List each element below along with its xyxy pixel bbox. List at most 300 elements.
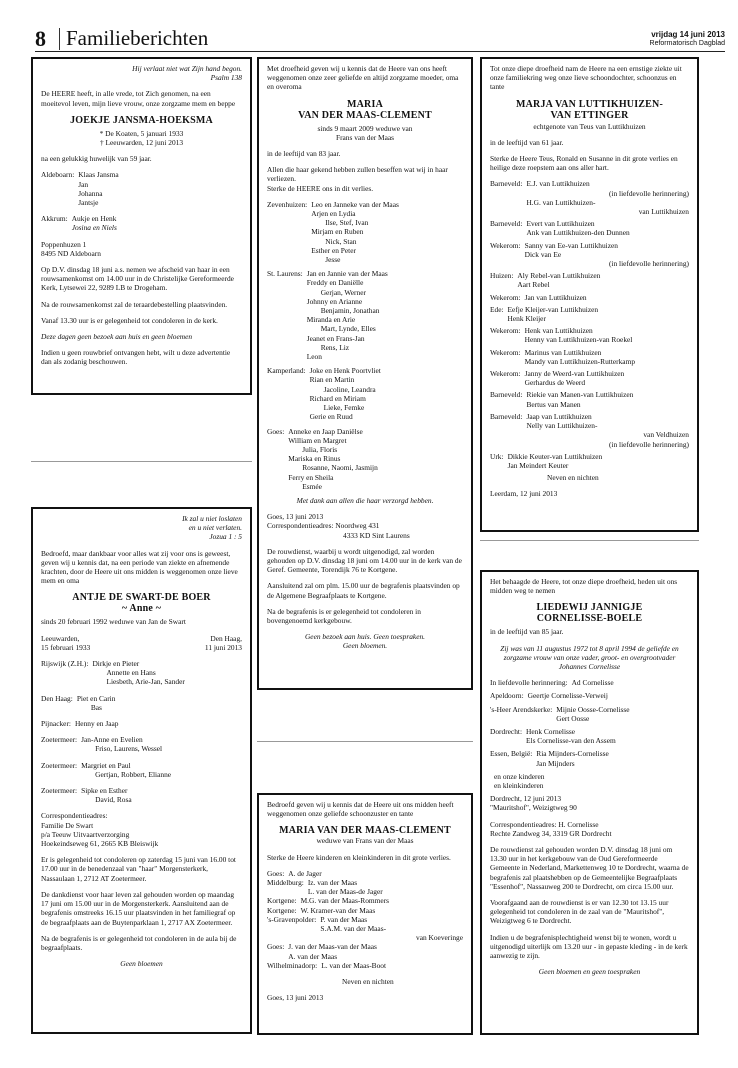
family-member: Mariska en Rinus [288, 454, 341, 464]
family-names [556, 705, 689, 723]
age-line: in de leeftijd van 83 jaar. [267, 149, 341, 159]
family-place: Barneveld: [490, 390, 523, 400]
family-names [525, 326, 689, 344]
place-date: Goes, 13 juni 2013 [267, 512, 324, 522]
family-member: Mirjam en Ruben [311, 227, 364, 237]
family-names [311, 200, 463, 264]
family-place: Pijnacker: [41, 719, 71, 729]
family-names [525, 293, 689, 302]
family-names [525, 369, 689, 387]
family-member: E.J. van Luttikhuizen [526, 179, 590, 189]
family-member: Gert Oosse [556, 713, 590, 723]
service-text: De dankdienst voor haar leven zal gehouden worden op maandag 17 juni om 15.00 uur in de Morgensterkerk. Aansluitend aan de begrafenis omstreeks 16.15 uur plaatsvinden in het familiegraf op de begraafplaats aan de Buytenparklaan 1, 2717 AX Zoetermeer. [41, 889, 236, 927]
family-list [490, 678, 689, 790]
family-member: Sanny van Ee-van Luttikhuizen [524, 240, 618, 250]
family-place: Wilhelminadorp: [267, 960, 318, 970]
family-place: Wekerom: [490, 326, 521, 336]
death-notice-van-der-maas-2 [257, 793, 473, 1035]
family-member: Annette en Hans [106, 668, 156, 678]
family-member: Henny van Luttikhuizen-van Roekel [524, 335, 633, 345]
intro-text: De HEERE heeft, in alle vrede, tot Zich genomen, na een moeitevol leven, mijn lieve vrouw, onze zorgzame mem en beppe [41, 89, 236, 108]
family-member: Dikkie Keuter-van Luttikhuizen [507, 451, 603, 461]
family-member: (in liefdevolle herinnering) [608, 439, 689, 449]
family-place: Huizen: [490, 271, 514, 281]
header-rule [35, 51, 725, 52]
intro-text: Het behaagde de Heere, tot onze diepe droefheid, heden uit ons midden weg te nemen [490, 577, 678, 596]
family-names [301, 906, 463, 915]
family-member: Riekie van Manen-van Luttikhuizen [526, 390, 634, 400]
family-member: Ank van Luttikhuizen-den Dunnen [526, 228, 630, 238]
family-names [572, 678, 689, 687]
family-place: Apeldoorn: [490, 691, 524, 701]
family-place: Zoetermeer: [41, 786, 78, 796]
family-names [310, 366, 463, 421]
family-group [267, 878, 463, 896]
family-place: Kamperland: [267, 366, 306, 376]
burial-text: Na de rouwsamenkomst zal de teraardebestelling plaatsvinden. [41, 299, 228, 309]
correspondence-label: Correspondentieadres: [41, 811, 108, 821]
family-member: Ilse, Stef, Ivan [325, 218, 369, 228]
age-line: in de leeftijd van 85 jaar. [490, 627, 564, 637]
birth-line: * De Koaten, 5 januari 1933 [99, 128, 184, 138]
death-notice-jansma [31, 57, 252, 395]
deceased-name: JOEKJE JANSMA-HOEKSMA [70, 114, 213, 126]
family-member: Richard en Miriam [309, 393, 366, 403]
death-notice-van-luttikhuizen [480, 57, 699, 532]
family-names [308, 878, 463, 896]
family-member: Gerie en Ruud [309, 412, 353, 422]
family-place: Rijswijk (Z.H.): [41, 659, 89, 669]
nephews-line: Neven en nichten [547, 473, 599, 483]
marriage-text: Zij was van 11 augustus 1972 tot 8 april 1994 de geliefde en zorgzame vrouw van onze vader, groot- en overgrootvader Johannes Cornelisse [500, 643, 679, 672]
family-group [490, 452, 689, 470]
family-group [267, 961, 463, 970]
family-member: Jan-Anne en Evelien [81, 735, 143, 745]
family-group [490, 705, 689, 723]
family-member: Henk van Luttikhuizen [524, 326, 593, 336]
family-member: Jan en Jannie van der Maas [306, 269, 388, 279]
family-names [78, 170, 242, 207]
deceased-name: MARJA VAN LUTTIKHUIZEN- [515, 98, 664, 110]
family-place: Wekerom: [490, 292, 521, 302]
strength-text: Sterke de Heere Teus, Ronald en Susanne in dit grote verlies en heilige deze roepstem aan ons aller hart. [490, 154, 678, 173]
family-place: Ede: [490, 304, 504, 314]
family-names [526, 179, 689, 216]
family-group [41, 170, 242, 207]
correspondence-name: Familie De Swart [41, 820, 94, 830]
family-names [526, 412, 689, 449]
deceased-name: LIEDEWIJ JANNIGJE [536, 602, 643, 614]
family-member: Iz. van der Maas [307, 878, 358, 888]
thanks-text: Met dank aan allen die haar verzorgd hebben. [296, 495, 434, 505]
family-names [525, 241, 689, 269]
family-place: Goes: [267, 426, 285, 436]
family-place: Goes: [267, 868, 285, 878]
family-member: van Luttikhuizen [638, 207, 689, 217]
family-names [288, 427, 463, 491]
family-member: Bas [90, 702, 102, 712]
correspondence-address: Rechte Zandweg 34, 3319 GR Dordrecht [490, 828, 612, 838]
notice-text: Indien u geen rouwbrief ontvangen hebt, wilt u deze advertentie dan als zodanig beschouwen. [41, 348, 231, 367]
family-member: Jan Meindert Keuter [507, 460, 569, 470]
bible-reference: Jozua 1 : 5 [209, 532, 242, 542]
family-names [526, 727, 689, 745]
birth-info [41, 634, 90, 652]
deceased-surname: VAN DER MAAS-CLEMENT [298, 109, 432, 121]
family-member: Nelly van Luttikhuizen- [526, 421, 598, 431]
birth-death-row [41, 634, 242, 652]
family-group [41, 719, 242, 728]
family-names [526, 219, 689, 237]
family-member: Aukje en Henk [71, 214, 117, 224]
family-group [41, 694, 242, 712]
family-names [525, 348, 689, 366]
intro-text: Bedroefd, maar dankbaar voor alles wat zij voor ons is geweest, geven wij u kennis dat, na een periode van ziekte en afnemende krachten, door de Heere uit ons midden is weggenomen onze lieve mem en oma [41, 548, 238, 586]
family-member: Rosanne, Naomi, Jasmijn [302, 463, 378, 473]
family-place: Essen, België: [490, 749, 533, 759]
intro-text: Tot onze diepe droefheid nam de Heere na een ernstige ziekte uit onze familiekring weg onze lieve schoondochter, schoonzus en tante [490, 64, 682, 92]
family-group [490, 271, 689, 289]
death-line: † Leeuwarden, 12 juni 2013 [99, 138, 184, 148]
birth-place: Leeuwarden, [41, 633, 80, 643]
death-notice-van-der-maas [257, 57, 473, 690]
family-names [517, 271, 689, 289]
family-group [41, 659, 242, 687]
family-member: Dick van Ee [524, 249, 562, 259]
family-group [490, 241, 689, 269]
place-date: Goes, 13 juni 2013 [267, 993, 324, 1003]
family-member: Ferry en Sheila [288, 472, 334, 482]
no-visits-text: Deze dagen geen bezoek aan huis en geen bloemen [41, 332, 193, 342]
family-member: Jan Mijnders [536, 758, 575, 768]
condolence-text: Vanaf 13.30 uur is er gelegenheid tot condoleren in de kerk. [41, 315, 218, 325]
marriage-line: na een gelukkig huwelijk van 59 jaar. [41, 154, 152, 164]
family-place: Wekerom: [490, 240, 521, 250]
family-member: Klaas Jansma [78, 170, 119, 180]
death-notice-cornelisse [480, 570, 699, 1035]
family-group [490, 749, 689, 767]
family-names [81, 735, 242, 753]
family-names [494, 772, 689, 790]
family-member: Mandy van Luttikhuizen-Rutterkamp [524, 356, 636, 366]
widow-line: weduwe van Frans van der Maas [316, 836, 414, 846]
family-member: M.G. van der Maas-Rommers [300, 896, 390, 906]
family-member: Johanna [78, 188, 103, 198]
family-member: en kleinkinderen [494, 781, 544, 791]
family-group [267, 942, 463, 960]
family-group [267, 869, 463, 878]
family-group [267, 906, 463, 915]
family-group [267, 896, 463, 905]
deceased-surname: CORNELISSE-BOELE [536, 613, 643, 625]
family-place: Akkrum: [41, 214, 68, 224]
deceased-nickname: ~ Anne ~ [121, 603, 162, 615]
family-member: H.G. van Luttikhuizen- [526, 197, 596, 207]
family-group [490, 727, 689, 745]
correspondence-address: Hoekeindseweg 61, 2665 KB Bleiswijk [41, 839, 159, 849]
family-names [92, 659, 242, 687]
widow-line: sinds 9 maart 2009 weduwe van [317, 123, 413, 133]
deceased-name: MARIA [347, 98, 383, 110]
family-member: Leo en Janneke van der Maas [311, 199, 399, 209]
family-group [267, 200, 463, 264]
deceased-name: ANTJE DE SWART-DE BOER [72, 592, 211, 604]
no-visits-text: Geen bezoek aan huis. Geen toespraken. [304, 632, 426, 642]
family-member: Arjen en Lydia [311, 209, 356, 219]
service-text: Op D.V. dinsdag 18 juni a.s. nemen we afscheid van haar in een rouwsamenkomst om 14.00 uur in de Christelijke Gereformeerde Kerk, Lytsewei 22, 9289 LB te Drogeham. [41, 265, 234, 293]
family-place: Dordrecht: [490, 727, 523, 737]
page-number: 8 [35, 26, 46, 51]
condolence-text: Voorafgaand aan de rouwdienst is er van 12.30 tot 13.15 uur gelegenheid tot condoleren in de zaal van de "Mauritshof", Weizigtweg 6 te Dordrecht. [490, 898, 669, 926]
family-member: William en Margret [288, 435, 347, 445]
family-member: Jantsje [78, 198, 99, 208]
family-place: Barneveld: [490, 411, 523, 421]
family-member: A. de Jager [288, 868, 322, 878]
place-date: Leerdam, 12 juni 2013 [490, 489, 558, 499]
family-member: Jeanet en Frans-Jan [306, 333, 365, 343]
after-burial-text: Na de begrafenis is er gelegenheid tot condoleren in de aula bij de begraafplaats. [41, 933, 237, 952]
family-group [267, 427, 463, 491]
family-member: Miranda en Arie [306, 315, 356, 325]
family-place: Zoetermeer: [41, 760, 78, 770]
family-names [288, 869, 463, 878]
family-member: Leon [306, 352, 322, 362]
bible-reference: Psalm 138 [210, 73, 242, 83]
spouse-line: echtgenote van Teus van Luttikhuizen [533, 121, 646, 131]
family-member: Evert van Luttikhuizen [526, 219, 595, 229]
place-date: Dordrecht, 12 juni 2013 [490, 794, 562, 804]
bible-quote: en u niet verlaten. [188, 523, 242, 533]
family-group [490, 219, 689, 237]
family-list [267, 200, 463, 491]
family-member: Ria Mijnders-Cornelisse [536, 749, 609, 759]
header-divider [59, 28, 60, 50]
family-group [41, 786, 242, 804]
family-member: Benjamin, Jonathan [320, 306, 380, 316]
attendance-text: Indien u de begrafenisplechtigheid wenst bij te wonen, wordt u uitgenodigd uiterlijk om 13.20 uur - in gepaste kleding - in de kerk aanwezig te zijn. [490, 932, 688, 961]
family-group [490, 326, 689, 344]
family-member: Freddy en Daniëlle [306, 278, 364, 288]
family-names [321, 961, 463, 970]
newspaper-name: Reformatorisch Dagblad [649, 40, 725, 47]
family-member: Gertjan, Robbert, Elianne [95, 769, 172, 779]
family-place: 's-Gravenpolder: [267, 914, 317, 924]
family-group [490, 369, 689, 387]
house-address: "Mauritshof", Weizigtweg 90 [490, 803, 577, 813]
family-group [490, 772, 689, 790]
family-names [526, 390, 689, 408]
no-flowers-text: Geen bloemen. [342, 641, 388, 651]
family-member: J. van der Maas-van der Maas [288, 942, 377, 952]
family-list [41, 659, 242, 804]
family-member: Aly Rebel-van Luttikhuizen [517, 271, 601, 281]
family-member: Henk Cornelisse [526, 727, 576, 737]
family-member: en onze kinderen [494, 771, 545, 781]
strength-text: Sterke de Heere kinderen en kleinkinderen in dit grote verlies. [267, 852, 451, 862]
family-member: Lieke, Femke [323, 403, 365, 413]
family-names [72, 214, 242, 232]
death-notice-de-swart [31, 507, 252, 1034]
family-place: Urk: [490, 451, 504, 461]
family-member: Aart Rebel [517, 280, 550, 290]
service-text: De rouwdienst zal gehouden worden D.V. dinsdag 18 juni om 13.30 uur in het kerkgebouw van de Oud Gereformeerde Gemeente in Nederland, Markettenweg 10 te Dordrecht, waarna de begrafenis zal plaatshebben op de Gemeentelijke Begraafplaats "Essenhof", Nassauweg 200 te Dordrecht, om circa 15.00 uur. [490, 845, 689, 891]
no-flowers-text: Geen bloemen en geen toespraken [538, 967, 641, 977]
death-date: 11 juni 2013 [204, 642, 242, 652]
family-member: (in liefdevolle herinnering) [608, 188, 689, 198]
family-place: Zevenhuizen: [267, 199, 308, 209]
family-member: Jaap van Luttikhuizen [526, 411, 592, 421]
column-separator [257, 741, 473, 742]
deceased-surname: VAN ETTINGER [550, 109, 629, 121]
family-place: In liefdevolle herinnering: [490, 678, 568, 688]
family-member: Johnny en Arianne [306, 296, 363, 306]
family-member: Eefje Kleijer-van Luttikhuizen [507, 304, 599, 314]
family-member: Els Cornelisse-van den Assem [526, 736, 616, 746]
family-group [490, 179, 689, 216]
condolence-text: Na de begrafenis is er gelegenheid tot condoleren in bovengenoemd kerkgebouw. [267, 606, 421, 625]
family-member: Liesbeth, Arie-Jan, Sander [106, 677, 185, 687]
family-member: A. van der Maas [288, 951, 338, 961]
family-group [41, 214, 242, 232]
family-member: Jan van Luttikhuizen [524, 292, 587, 302]
family-member: Margriet en Paul [81, 760, 131, 770]
family-place: Barneveld: [490, 219, 523, 229]
family-names [320, 915, 463, 943]
family-place: Zoetermeer: [41, 735, 78, 745]
condolence-text: Er is gelegenheid tot condoleren op zaterdag 15 juni van 16.00 tot 17.00 uur in de benedenzaal van "haar" Morgensterkerk, Nassaulaan 1, 2712 AT Zoetermeer. [41, 855, 236, 883]
family-member: Esmée [302, 481, 322, 491]
no-flowers-text: Geen bloemen [120, 959, 163, 969]
birth-date: 15 februari 1933 [41, 642, 91, 652]
widow-of: Frans van der Maas [335, 132, 395, 142]
family-member: Bertus van Manen [526, 399, 581, 409]
family-names [307, 269, 463, 361]
family-member: Gerjan, Werner [320, 287, 366, 297]
burial-text: Aansluitend zal om plm. 15.00 uur de begrafenis plaatsvinden op de Algemene Begraafplaats te Kortgene. [267, 581, 460, 600]
family-member: Jan [78, 179, 89, 189]
bible-quote: Hij verlaat niet wat Zijn hand begon. [132, 64, 242, 73]
nephews-line: Neven en nichten [342, 977, 394, 987]
family-place: Aldeboarn: [41, 170, 75, 180]
family-member: Janny de Weerd-van Luttikhuizen [524, 369, 625, 379]
family-names [508, 305, 689, 323]
death-place: Den Haag, [210, 633, 242, 643]
deceased-name: MARIA VAN DER MAAS-CLEMENT [279, 825, 451, 837]
family-group [490, 390, 689, 408]
age-line: in de leeftijd van 61 jaar. [490, 137, 564, 147]
family-names [528, 691, 689, 700]
family-member: David, Rosa [95, 795, 132, 805]
family-place: Goes: [267, 942, 285, 952]
family-group [490, 348, 689, 366]
family-member: Rian en Martin [309, 375, 355, 385]
family-member: Julia, Floris [302, 444, 338, 454]
family-member: Joke en Henk Poortvliet [309, 366, 381, 376]
correspondence-care: p/a Teeuw Uitvaartverzorging [41, 829, 130, 839]
family-member: Anneke en Jaap Daniëlse [288, 426, 363, 436]
family-place: Den Haag: [41, 693, 73, 703]
family-member: van Veldhuizen [643, 430, 689, 440]
family-member: Ad Cornelisse [571, 678, 614, 688]
family-group [490, 691, 689, 700]
family-member: Josina en Niels [71, 223, 117, 233]
family-names [81, 761, 242, 779]
family-group [490, 305, 689, 323]
family-group [267, 269, 463, 361]
family-group [41, 735, 242, 753]
family-member: Jacoline, Leandra [323, 384, 376, 394]
family-member: Geertje Cornelisse-Verweij [527, 691, 608, 701]
correspondence-line: Correspondentieadres: H. Cornelisse [490, 819, 599, 829]
family-group [267, 915, 463, 943]
family-member: Esther en Peter [311, 245, 356, 255]
family-member: Mijnie Oosse-Cornelisse [556, 704, 630, 714]
family-member: Mart, Lynde, Elles [320, 324, 376, 334]
family-member: Henk Kleijer [507, 314, 546, 324]
family-place: Middelburg: [267, 878, 304, 888]
family-names [75, 719, 242, 728]
strength-text: Sterke de HEERE ons in dit verlies. [267, 183, 374, 193]
family-member: Marinus van Luttikhuizen [524, 347, 602, 357]
family-member: Friso, Laurens, Wessel [95, 744, 163, 754]
family-member: Sipke en Esther [81, 786, 128, 796]
death-info [205, 634, 242, 652]
family-place: Kortgene: [267, 896, 297, 906]
family-place: Wekerom: [490, 369, 521, 379]
family-member: Dirkje en Pieter [92, 659, 140, 669]
family-names [536, 749, 689, 767]
family-names [301, 896, 463, 905]
family-names [288, 942, 463, 960]
family-names [508, 452, 689, 470]
family-list [490, 179, 689, 470]
bible-quote: Ik zal u niet loslaten [182, 514, 242, 523]
address-street: Poppenhuzen 1 [41, 239, 87, 249]
family-place: 's-Heer Arendskerke: [490, 704, 553, 714]
correspondence-city: 4333 KD Sint Laurens [343, 530, 410, 540]
family-member: L. van der Maas-Boot [321, 960, 387, 970]
intro-text: Bedroefd geven wij u kennis dat de Heere uit ons midden heeft weggenomen onze geliefde schoonzuster en tante [267, 800, 454, 819]
family-place: Barneveld: [490, 179, 523, 189]
family-list [267, 869, 463, 970]
family-group [267, 366, 463, 421]
family-group [490, 293, 689, 302]
column-separator [31, 461, 252, 462]
family-member: van Koeveringe [416, 933, 463, 943]
family-member: L. van der Maas-de Jager [307, 887, 383, 897]
family-place: Wekerom: [490, 347, 521, 357]
service-text: De rouwdienst, waarbij u wordt uitgenodigd, zal worden gehouden op D.V. dinsdag 18 juni om 14.00 uur in de kerk van de Geref. Gemeente, Torendijk 76 te Kortgene. [267, 546, 462, 575]
family-member: Henny en Jaap [74, 719, 119, 729]
family-group [490, 678, 689, 687]
family-names [77, 694, 242, 712]
family-member: Gerhardus de Weerd [524, 378, 586, 388]
family-place: Kortgene: [267, 905, 297, 915]
widow-line: sinds 20 februari 1992 weduwe van Jan de Swart [41, 617, 186, 627]
family-member: P. van der Maas [320, 914, 368, 924]
column-separator [480, 540, 699, 541]
intro-text: Met droefheid geven wij u kennis dat de Heere van ons heeft weggenomen onze zeer geliefde en altijd zorgzame moeder, oma en overoma [267, 64, 459, 92]
loss-text: Allen die haar gekend hebben zullen beseffen wat wij in haar verliezen. [267, 165, 448, 184]
family-member: Piet en Carin [76, 693, 116, 703]
family-group [41, 761, 242, 779]
address-city: 8495 ND Aldeboarn [41, 248, 101, 258]
correspondence-line: Correspondentieadres: Noordweg 431 [267, 521, 380, 531]
issue-date: vrijdag 14 juni 2013 [651, 30, 725, 39]
family-place: St. Laurens: [267, 269, 303, 279]
family-names [81, 786, 242, 804]
family-member: (in liefdevolle herinnering) [608, 259, 689, 269]
